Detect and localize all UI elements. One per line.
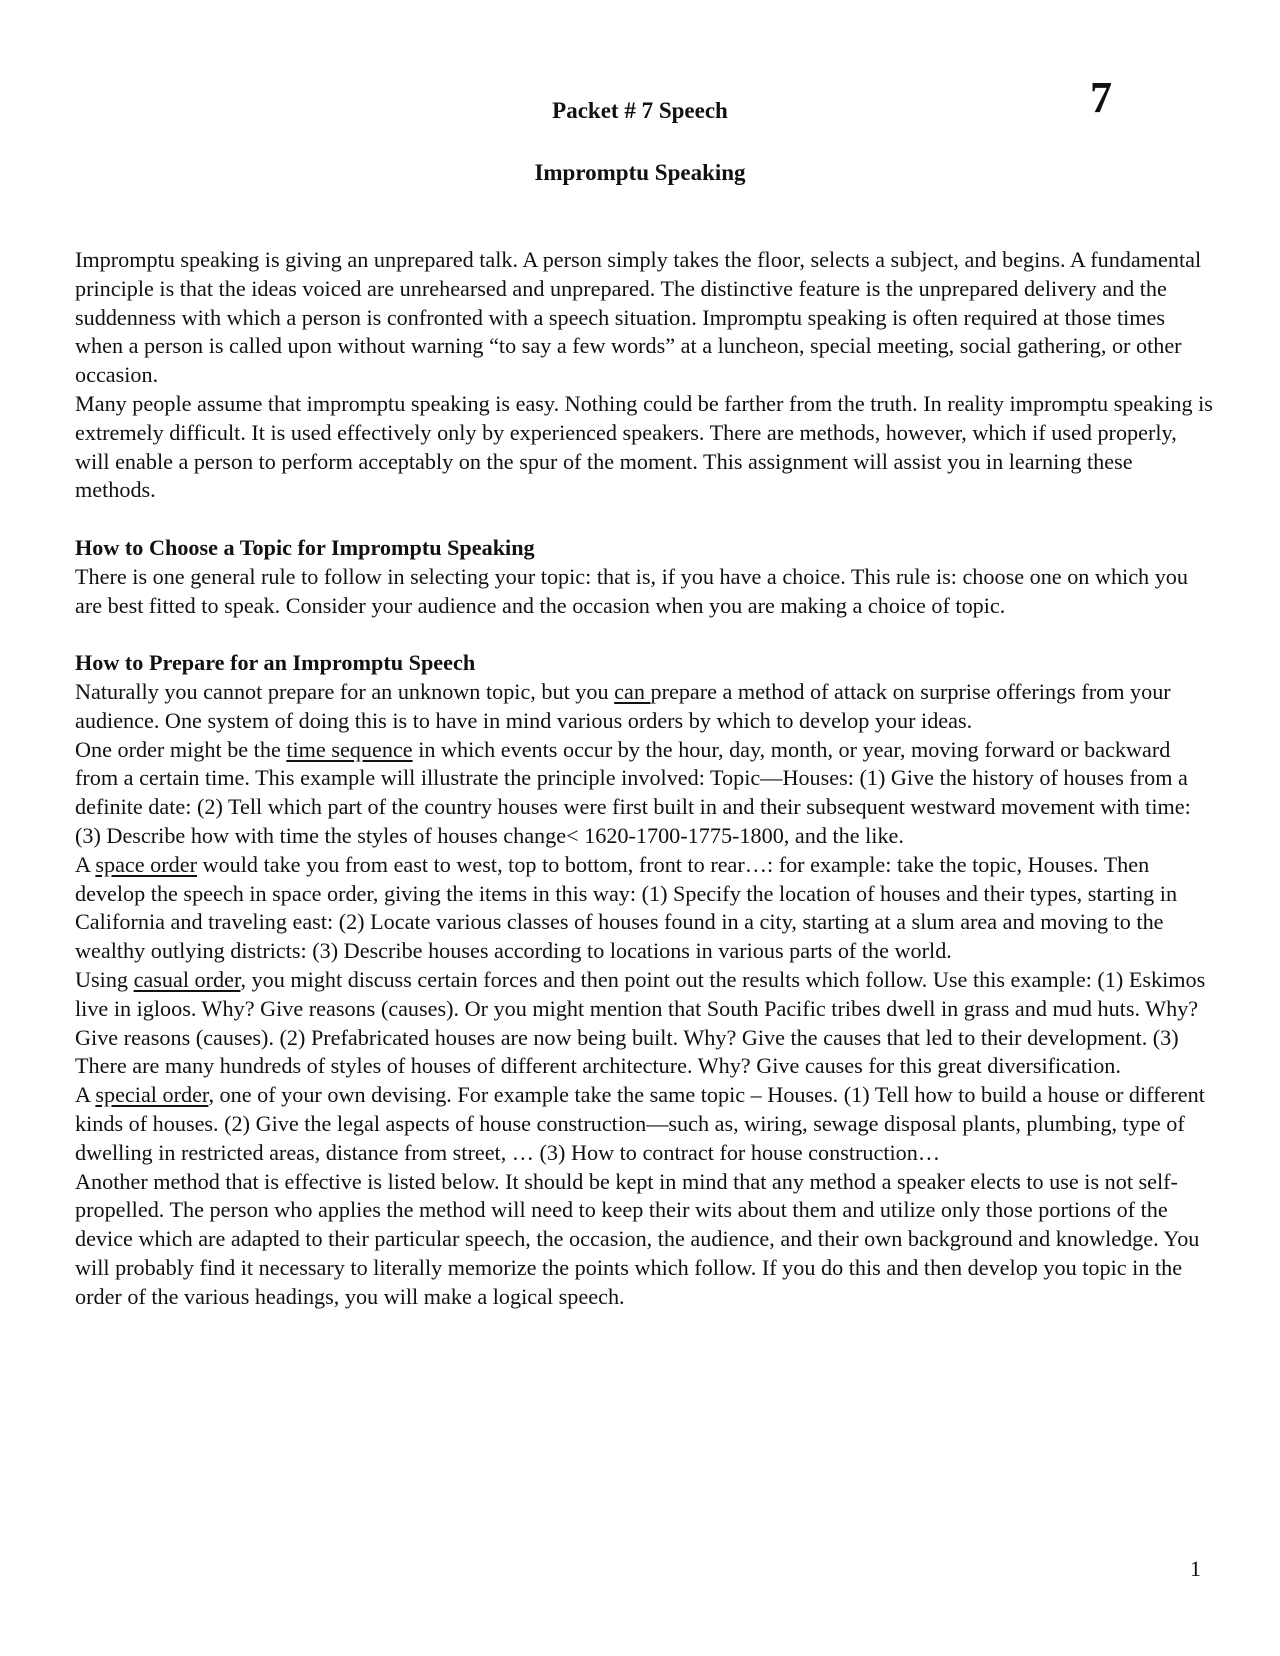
text-span: A — [75, 851, 96, 877]
page-title: Impromptu Speaking — [534, 160, 746, 185]
prepare-paragraph-1 — [75, 678, 1215, 736]
prepare-paragraph-time-sequence — [75, 736, 1215, 851]
section-gap — [75, 505, 1215, 534]
document-body — [75, 246, 1215, 1311]
text-span: One order might be the — [75, 736, 287, 762]
prepare-paragraph-special-order — [75, 1081, 1215, 1167]
underlined-term-special-order: special order — [95, 1082, 209, 1108]
section-heading-choose-topic: How to Choose a Topic for Impromptu Speaking — [75, 534, 535, 560]
section-gap — [75, 620, 1215, 649]
prepare-paragraph-space-order — [75, 851, 1215, 966]
packet-title: Packet # 7 Speech — [552, 98, 728, 123]
intro-paragraph-1: Impromptu speaking is giving an unprepared talk. A person simply takes the floor, selects a subject, and begins. A fundamental principle is that the ideas voiced are unrehearsed and unprepared. The distinctive feature is the unprepared delivery and the suddenness with which a person is confronted with a speech situation. Impromptu speaking is often required at those times when a person is called upon without warning “to say a few words” at a luncheon, special meeting, social gathering, or other occasion. — [75, 247, 1202, 388]
text-span: , you might discuss certain forces and then point out the results which follow. Use this example: (1) Eskimos live in igloos. Why? Give reasons (causes). Or you might mention that South Pacific tribes dwell in grass and mud huts. Why? Give reasons (causes). (2) Prefabricated houses are now being built. Why? Give the causes that led to their development. (3) There are many hundreds of styles of houses of different architecture. Why? Give causes for this great diversification. — [75, 966, 1206, 1079]
underlined-term-can: can — [614, 678, 651, 704]
underlined-term-space-order: space order — [95, 851, 197, 877]
underlined-term-casual-order: casual order — [133, 966, 241, 992]
packet-number: 7 — [1090, 73, 1112, 122]
text-span: prepare a method of attack on surprise offerings from your audience. One system of doing this is to have in mind various orders by which to develop your ideas. — [75, 678, 1171, 733]
page-number: 1 — [1190, 1556, 1201, 1581]
text-span: would take you from east to west, top to bottom, front to rear…: for example: take the topic, Houses. Then develop the speech in space order, giving the items in this way: (1) Specify the location of houses and their types, starting in California and traveling east: (2) Locate various classes of houses found in a city, starting at a slum area and moving to the wealthy outlying districts: (3) Describe houses according to locations in various parts of the world. — [75, 851, 1178, 964]
section-heading-prepare: How to Prepare for an Impromptu Speech — [75, 650, 476, 676]
text-span: , one of your own devising. For example take the same topic – Houses. (1) Tell how to build a house or different kinds of houses. (2) Give the legal aspects of house construction—such as, wiring, sewage disposal plants, plumbing, type of dwelling in restricted areas, distance from street, … (3) How to contract for house construction… — [75, 1082, 1205, 1165]
text-span: Naturally you cannot prepare for an unknown topic, but you — [75, 678, 615, 704]
prepare-paragraph-casual-order — [75, 966, 1215, 1081]
intro-paragraph-2: Many people assume that impromptu speaking is easy. Nothing could be farther from the truth. In reality impromptu speaking is extremely difficult. It is used effectively only by experienced speakers. There are methods, however, which if used properly, will enable a person to perform acceptably on the spur of the moment. This assignment will assist you in learning these methods. — [75, 390, 1213, 503]
text-span: Using — [75, 966, 134, 992]
choose-paragraph: There is one general rule to follow in selecting your topic: that is, if you have a choice. This rule is: choose one on which you are best fitted to speak. Consider your audience and the occasion when you are making a choice of topic. — [75, 563, 1188, 618]
prepare-paragraph-another-method: Another method that is effective is listed below. It should be kept in mind that any method a speaker elects to use is not self-propelled. The person who applies the method will need to keep their wits about them and utilize only those portions of the device which are adapted to their particular speech, the occasion, the audience, and their own background and knowledge. You will probably find it necessary to literally memorize the points which follow. If you do this and then develop you topic in the order of the various headings, you will make a logical speech. — [75, 1168, 1200, 1309]
underlined-term-time-sequence: time sequence — [286, 736, 413, 762]
text-span: A — [75, 1082, 96, 1108]
text-span: in which events occur by the hour, day, month, or year, moving forward or backward from a certain time. This example will illustrate the principle involved: Topic—Houses: (1) Give the history of houses from a definite date: (2) Tell which part of the country houses were first built in and their subsequent westward movement with time: (3) Describe how with time the styles of houses change< 1620-1700-1775-1800, and the like. — [75, 736, 1191, 848]
